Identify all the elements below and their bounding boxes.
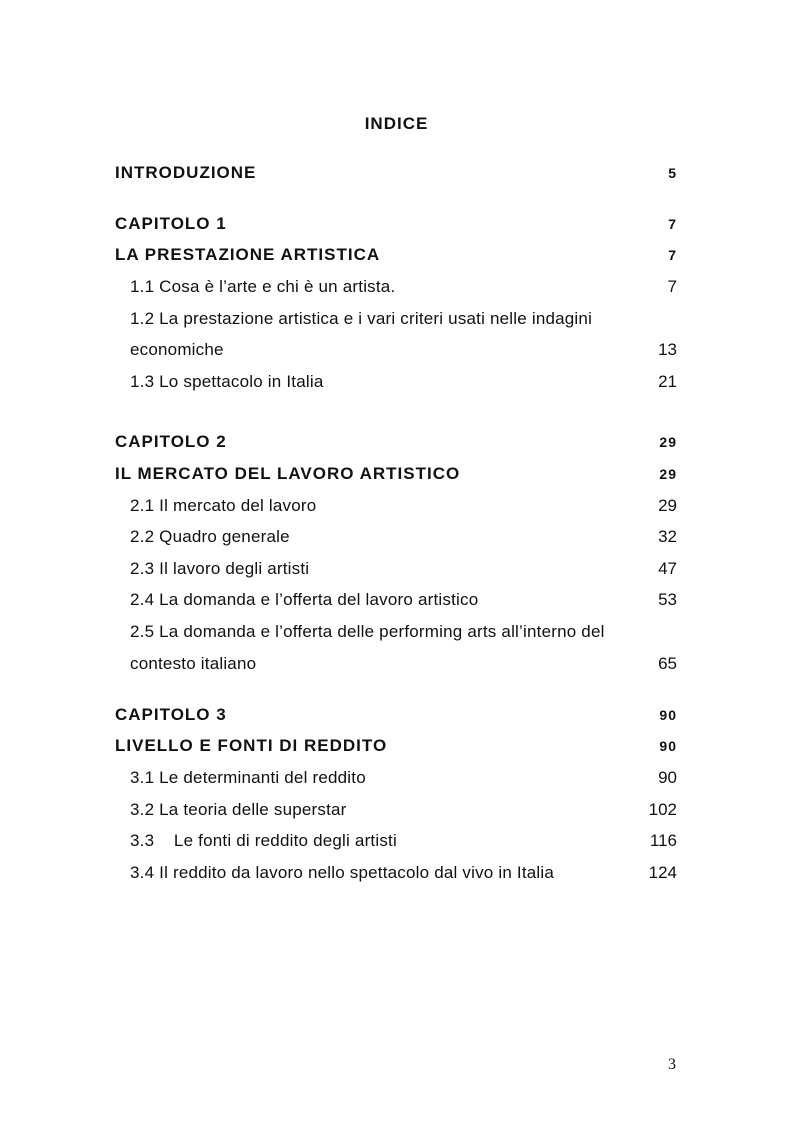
page-number: 3 bbox=[668, 1056, 676, 1073]
toc-entry-page: 53 bbox=[658, 590, 677, 609]
toc-entry-text: 3.2 La teoria delle superstar bbox=[130, 800, 347, 819]
toc-entry-text: CAPITOLO 3 bbox=[115, 705, 227, 724]
toc-entry-page: 102 bbox=[648, 800, 677, 819]
toc-entry-text: economiche bbox=[130, 340, 224, 359]
toc-entry-page: 32 bbox=[658, 527, 677, 546]
toc-entry-text: CAPITOLO 2 bbox=[115, 432, 227, 451]
toc-entry-text: 1.1 Cosa è l’arte e chi è un artista. bbox=[130, 277, 396, 296]
toc-entry-page: 65 bbox=[658, 654, 677, 673]
toc-entry-page: 13 bbox=[658, 340, 677, 359]
toc-entry-page: 7 bbox=[668, 247, 677, 263]
toc-entry-text: contesto italiano bbox=[130, 654, 257, 673]
toc-entry-text: LA PRESTAZIONE ARTISTICA bbox=[115, 245, 381, 264]
toc-entry-page: 90 bbox=[659, 707, 677, 723]
toc-entry-page: 21 bbox=[658, 372, 677, 391]
toc-entry-page: 47 bbox=[658, 559, 677, 578]
toc-entry-text: 2.3 Il lavoro degli artisti bbox=[130, 559, 310, 578]
toc-entry-page: 90 bbox=[659, 738, 677, 754]
toc-entry-page: 90 bbox=[658, 768, 677, 787]
toc-entry-text: IL MERCATO DEL LAVORO ARTISTICO bbox=[115, 464, 461, 483]
toc-entry-page: 124 bbox=[648, 863, 677, 882]
toc-entry-text: LIVELLO E FONTI DI REDDITO bbox=[115, 736, 388, 755]
toc-entry-text: 3.1 Le determinanti del reddito bbox=[130, 768, 366, 787]
toc-entry-page: 7 bbox=[668, 216, 677, 232]
toc-entry-page: 116 bbox=[649, 831, 677, 850]
toc-entry-text: 3.4 Il reddito da lavoro nello spettacolo dal vivo in Italia bbox=[130, 863, 555, 882]
toc-entry-page: 5 bbox=[668, 165, 677, 181]
page-title: INDICE bbox=[364, 114, 429, 133]
toc-entry-page: 29 bbox=[659, 466, 677, 482]
toc-entry-text: 1.3 Lo spettacolo in Italia bbox=[130, 372, 324, 391]
toc-entry-page: 7 bbox=[667, 277, 677, 296]
toc-entry-text: 2.4 La domanda e l’offerta del lavoro artistico bbox=[130, 590, 479, 609]
toc-entry-text: 3.3 Le fonti di reddito degli artisti bbox=[130, 831, 397, 850]
toc-entry-text: INTRODUZIONE bbox=[115, 163, 257, 182]
toc-entry-text: 2.2 Quadro generale bbox=[130, 527, 290, 546]
toc-entry-page: 29 bbox=[659, 434, 677, 450]
toc-entry-page: 29 bbox=[658, 496, 677, 515]
toc-entry-text: 2.1 Il mercato del lavoro bbox=[130, 496, 317, 515]
toc-entry-text: 2.5 La domanda e l’offerta delle performing arts all’interno del bbox=[130, 622, 605, 641]
toc-entry-text: 1.2 La prestazione artistica e i vari criteri usati nelle indagini bbox=[130, 309, 593, 328]
toc-entry-text: CAPITOLO 1 bbox=[115, 214, 227, 233]
